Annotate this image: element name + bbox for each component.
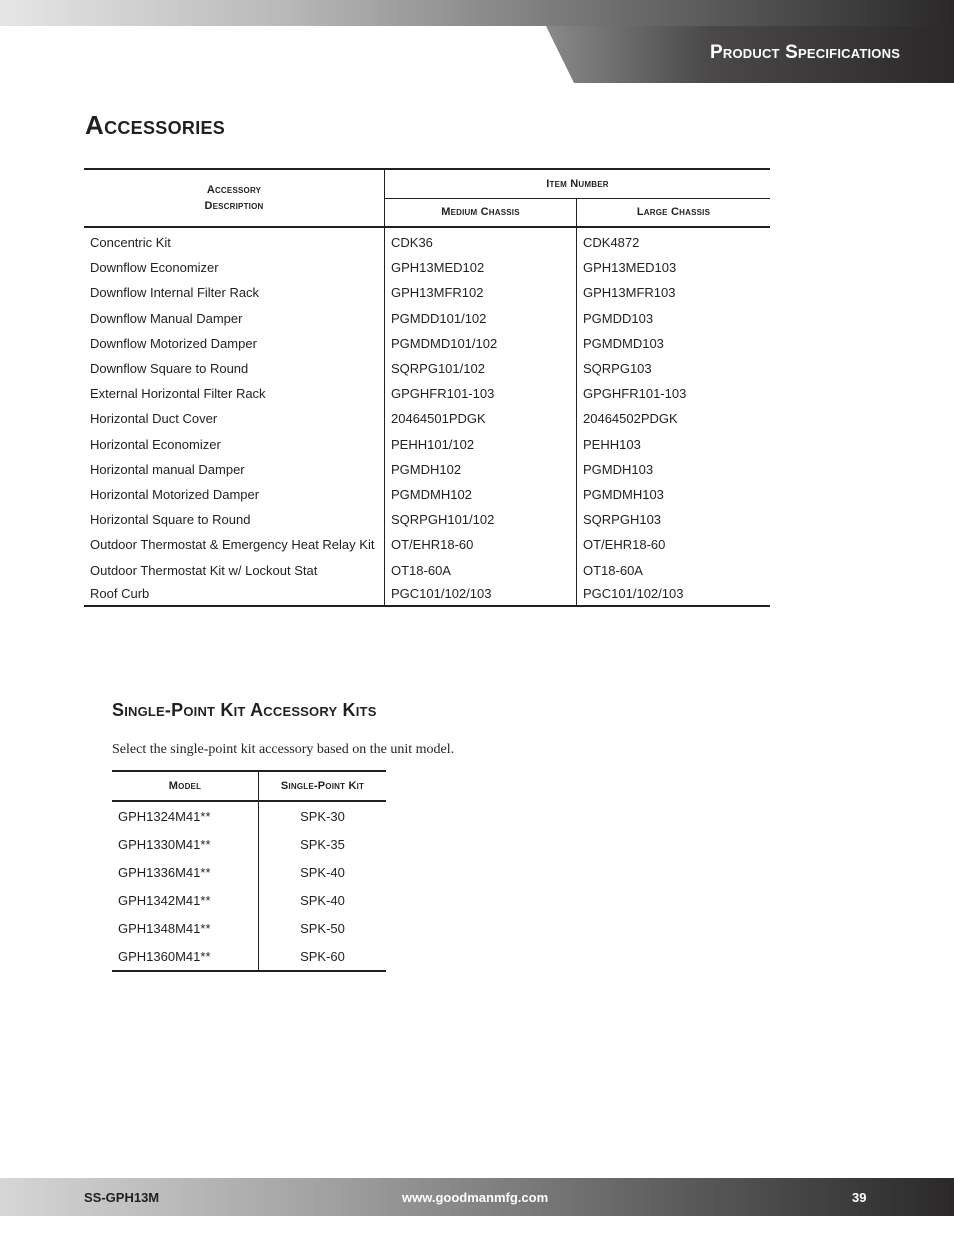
table-row: [84, 532, 770, 557]
table-row: [112, 942, 386, 971]
cell-medium-chassis: PGMDH102: [385, 457, 577, 482]
cell-large-chassis: PGMDD103: [583, 310, 654, 326]
cell-model: GPH1330M41**: [112, 830, 259, 858]
cell-medium-chassis: GPGHFR101-103: [385, 381, 577, 406]
table-row: [112, 801, 386, 830]
cell-medium-chassis: PEHH101/102: [385, 432, 577, 457]
header-model: Model: [112, 771, 259, 801]
cell-medium-chassis: PGC101/102/103: [385, 583, 577, 606]
cell-description: Downflow Motorized Damper: [84, 331, 385, 356]
cell-model: GPH1342M41**: [112, 886, 259, 914]
cell-large-chassis: CDK4872: [583, 235, 640, 251]
cell-description: Downflow Square to Round: [84, 356, 385, 381]
table-row: [84, 356, 770, 381]
cell-medium-chassis: CDK36: [385, 227, 577, 255]
cell-description: Outdoor Thermostat Kit w/ Lockout Stat: [84, 557, 385, 582]
cell-large-chassis: GPH13MFR103: [583, 285, 676, 301]
cell-description: Downflow Economizer: [84, 255, 385, 280]
footer-doc-id: SS-GPH13M: [84, 1190, 160, 1205]
cell-single-point-kit: SPK-40: [300, 864, 345, 880]
table-row: [84, 331, 770, 356]
cell-description: External Horizontal Filter Rack: [84, 381, 385, 406]
table-row: [84, 280, 770, 305]
header-single-point-kit: Single-Point Kit: [259, 771, 387, 801]
cell-medium-chassis: SQRPGH101/102: [385, 507, 577, 532]
table-row: [84, 432, 770, 457]
cell-medium-chassis: PGMDMH102: [385, 482, 577, 507]
cell-model: GPH1348M41**: [112, 914, 259, 942]
spk-intro-text: Select the single-point kit accessory based on the unit model.: [112, 742, 455, 757]
cell-description: Horizontal Duct Cover: [84, 406, 385, 431]
cell-description: Horizontal Square to Round: [84, 507, 385, 532]
table-row: [84, 381, 770, 406]
cell-large-chassis: PGC101/102/103: [577, 583, 771, 606]
header-medium-chassis: Medium Chassis: [385, 198, 577, 227]
cell-medium-chassis: 20464501PDGK: [385, 406, 577, 431]
table-row: [84, 507, 770, 532]
table-row: [84, 306, 770, 331]
cell-large-chassis: OT/EHR18-60: [583, 537, 666, 553]
cell-description: Downflow Manual Damper: [84, 306, 385, 331]
header-title: Product Specifications: [710, 42, 901, 63]
header-large-chassis: Large Chassis: [577, 198, 771, 227]
cell-model: GPH1324M41**: [112, 801, 259, 830]
cell-medium-chassis: PGMDMD101/102: [385, 331, 577, 356]
cell-description: Concentric Kit: [84, 227, 385, 255]
cell-description: Horizontal Motorized Damper: [84, 482, 385, 507]
cell-single-point-kit: SPK-30: [300, 808, 345, 824]
table-row: [112, 858, 386, 886]
cell-description: Outdoor Thermostat & Emergency Heat Relay Kit: [84, 532, 385, 557]
cell-large-chassis: PGMDMD103: [583, 335, 664, 351]
header-accessory-description-label: Accessory Description: [204, 184, 264, 212]
footer-page-number: 39: [852, 1190, 867, 1205]
section-title: Accessories: [85, 110, 226, 140]
cell-medium-chassis: GPH13MED102: [385, 255, 577, 280]
header-item-number: Item Number: [385, 169, 771, 198]
cell-description: Roof Curb: [84, 583, 385, 606]
table-row: [112, 914, 386, 942]
cell-model: GPH1336M41**: [112, 858, 259, 886]
table-row: [84, 557, 770, 582]
table-row: [112, 830, 386, 858]
cell-large-chassis: 20464502PDGK: [583, 411, 678, 427]
cell-large-chassis: SQRPG103: [583, 361, 652, 377]
cell-large-chassis: PEHH103: [583, 436, 641, 452]
cell-single-point-kit: SPK-35: [300, 836, 345, 852]
table-row: [84, 227, 770, 255]
cell-large-chassis: GPH13MED103: [583, 260, 677, 276]
cell-description: Downflow Internal Filter Rack: [84, 280, 385, 305]
table-row: [84, 482, 770, 507]
header-band: [0, 0, 954, 26]
cell-medium-chassis: SQRPG101/102: [385, 356, 577, 381]
single-point-kit-table: [112, 770, 386, 972]
cell-large-chassis: PGMDH103: [583, 461, 654, 477]
accessories-table: [84, 168, 770, 607]
cell-description: Horizontal manual Damper: [84, 457, 385, 482]
cell-model: GPH1360M41**: [112, 942, 259, 971]
table-row: [84, 457, 770, 482]
cell-description: Horizontal Economizer: [84, 432, 385, 457]
cell-medium-chassis: OT/EHR18-60: [385, 532, 577, 557]
table-row: [112, 886, 386, 914]
cell-large-chassis: PGMDMH103: [583, 486, 664, 502]
table-row: [84, 583, 770, 606]
cell-medium-chassis: OT18-60A: [385, 557, 577, 582]
header-accessory-description: [84, 169, 385, 227]
table-row: [84, 406, 770, 431]
footer-url: www.goodmanmfg.com: [402, 1190, 549, 1205]
cell-large-chassis: OT18-60A: [583, 562, 643, 578]
spk-section-title: Single-Point Kit Accessory Kits: [112, 700, 377, 720]
cell-single-point-kit: SPK-50: [300, 920, 345, 936]
cell-single-point-kit: SPK-60: [259, 942, 387, 971]
cell-large-chassis: SQRPGH103: [583, 512, 662, 528]
table-row: [84, 255, 770, 280]
cell-single-point-kit: SPK-40: [300, 892, 345, 908]
cell-medium-chassis: GPH13MFR102: [385, 280, 577, 305]
cell-medium-chassis: PGMDD101/102: [385, 306, 577, 331]
cell-large-chassis: GPGHFR101-103: [583, 386, 687, 402]
